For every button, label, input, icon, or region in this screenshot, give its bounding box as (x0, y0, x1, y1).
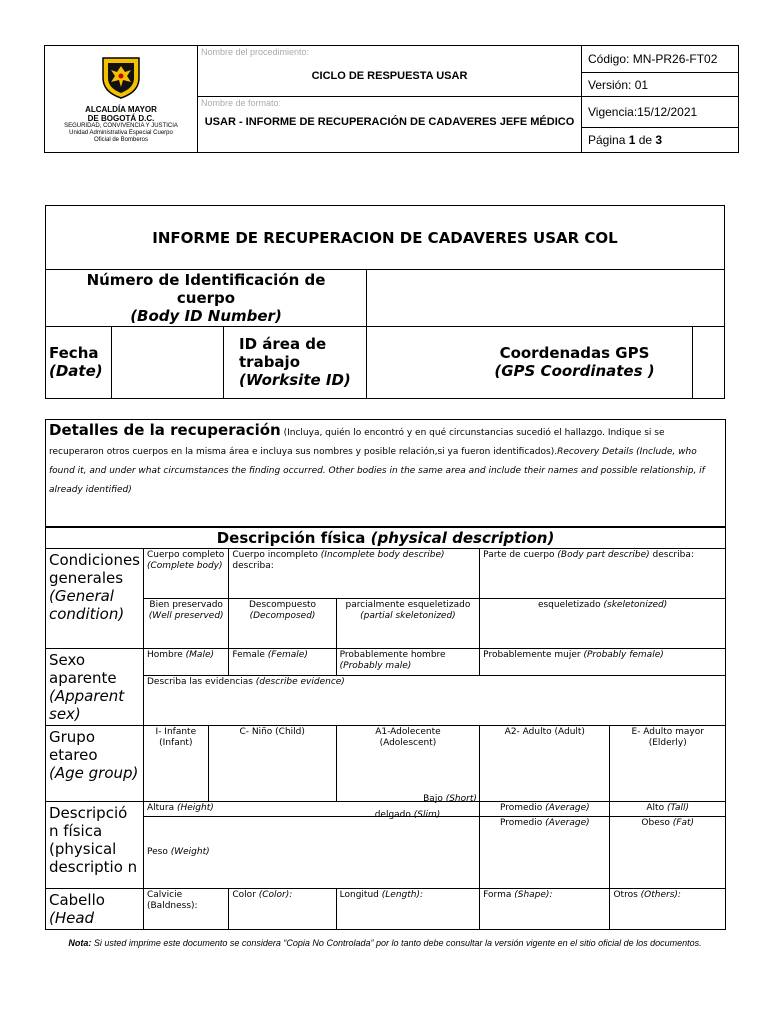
infant-en: (Infant) (159, 738, 193, 748)
slim-es: delgado (374, 810, 414, 820)
male-en: (Male) (185, 650, 214, 660)
sex-evidence-field[interactable] (144, 676, 726, 726)
part-es: Parte de cuerpo (483, 550, 558, 560)
complete-es: Cuerpo completo (147, 550, 225, 560)
avg2-es: Promedio (499, 818, 546, 828)
prob-female-en: (Probably female) (583, 650, 664, 660)
color-en: (Color): (258, 890, 293, 900)
general-label-en: (General condition) (49, 587, 125, 623)
general-condition-label (46, 549, 144, 649)
decomposed-es: Descompuesto (248, 600, 317, 610)
child-option[interactable] (208, 726, 336, 802)
gps-en: (GPS Coordinates ) (494, 362, 655, 381)
avg-es: Promedio (499, 803, 546, 813)
average-weight-option[interactable] (480, 817, 610, 889)
adolescent-option[interactable] (336, 726, 480, 802)
sex-label-en: (Apparent sex) (49, 687, 125, 723)
format-name: USAR - INFORME DE RECUPERACIÓN DE CADAVERES JEFE MÉDICO (204, 116, 575, 129)
logo-sub-3: Oficial de Bomberos (93, 137, 149, 143)
bald-text: Calvicie (Baldness): (147, 890, 198, 911)
probably-female-option[interactable] (480, 649, 726, 676)
worksite-label: ID área de trabajo (239, 335, 327, 372)
logo-block (45, 46, 198, 153)
weight-en: (Weight) (170, 847, 210, 857)
physical-description-table (45, 527, 726, 930)
female-en: (Female) (267, 650, 308, 660)
hair-shape-field[interactable] (480, 889, 610, 930)
hair-label (46, 889, 144, 930)
date-field[interactable] (112, 326, 224, 398)
prob-male-en: (Probably male) (339, 661, 412, 671)
desc-label-es: Descripció n física (physical descriptio n (49, 804, 138, 876)
evidence-en: (describe evidence) (255, 677, 345, 688)
adult-text: A2- Adulto (Adult) (504, 727, 585, 737)
incomplete-body-option[interactable] (229, 549, 480, 599)
slim-label[interactable] (335, 810, 480, 820)
recovery-details-heading: Detalles de la recuperación (49, 421, 281, 439)
validity-cell: Vigencia:15/12/2021 (582, 97, 739, 127)
complete-body-option[interactable] (144, 549, 229, 599)
probably-male-option[interactable] (336, 649, 480, 676)
version-cell: Versión: 01 (582, 73, 739, 97)
note-text: Si usted imprime este documento se considera “Copia No Controlada” por lo tanto debe consultar la versión vigente en el sitio oficial de los documentos. (91, 938, 702, 948)
skeleton-option[interactable] (480, 599, 726, 649)
tall-en: (Tall) (666, 803, 690, 813)
page-total: 3 (655, 132, 663, 147)
logo-title-2: DE BOGOTÁ D.C. (87, 114, 155, 123)
infant-option[interactable] (144, 726, 209, 802)
color-es: Color (232, 890, 259, 900)
evidence-es: Describa las evidencias (147, 677, 256, 688)
length-en: (Length): (381, 890, 424, 900)
age-label-en: (Age group) (49, 764, 139, 782)
physical-heading-es: Descripción física (216, 529, 371, 547)
incomplete-en: (Incomplete body describe) (320, 550, 445, 560)
procedure-cell (198, 46, 582, 97)
tall-es: Alto (646, 803, 667, 813)
physical-desc-label (46, 802, 144, 889)
page-mid: de (635, 132, 656, 147)
female-es: Female (232, 650, 268, 660)
report-id-table (45, 205, 725, 399)
report-title: INFORME DE RECUPERACION DE CADAVERES USAR COL (46, 206, 725, 270)
partial-en: (partial skeletonized) (360, 611, 456, 621)
partial-es: parcialmente esqueletizado (345, 600, 471, 610)
hair-length-field[interactable] (336, 889, 480, 930)
date-en: (Date) (49, 362, 103, 381)
format-label: Nombre de formato: (201, 98, 282, 109)
logo-sub-1: SEGURIDAD, CONVIVENCIA Y JUSTICIA (64, 123, 178, 129)
elderly-option[interactable] (610, 726, 726, 802)
others-es: Otros (613, 890, 641, 900)
procedure-name: CICLO DE RESPUESTA USAR (311, 70, 468, 82)
gps-field[interactable] (693, 326, 725, 398)
part-tail: describa: (649, 550, 694, 560)
short-es: Bajo (423, 794, 446, 804)
decomposed-option[interactable] (229, 599, 336, 649)
avg-en: (Average) (545, 803, 590, 813)
bogota-coat-of-arms-icon (99, 54, 143, 100)
worksite-en: (Worksite ID) (239, 371, 351, 390)
recovery-details-es: (Incluya, quién lo encontró y en qué circunstancias sucedió el hallazgo. Indique si se recuperaron otros cuerpos en la misma área e incluya sus nombres y posible relación,si ya fueron identificados). (49, 428, 665, 457)
body-id-label: Número de Identificación de cuerpo (86, 270, 326, 307)
apparent-sex-label (46, 649, 144, 726)
baldness-field[interactable] (144, 889, 229, 930)
format-cell (198, 97, 582, 153)
height-en: (Height) (176, 803, 214, 813)
code-cell: Código: MN-PR26-FT02 (582, 46, 739, 73)
short-en: (Short) (445, 794, 477, 804)
elderly-es: E- Adulto mayor (631, 727, 704, 737)
skeleton-es: esqueletizado (537, 600, 604, 610)
physical-heading-en: (physical description) (370, 529, 555, 547)
page-num: 1 (628, 132, 636, 147)
general-label-es: Condiciones generales (49, 551, 140, 587)
gps-label-cell (367, 326, 693, 398)
fat-en: (Fat) (672, 818, 695, 828)
elderly-en: (Elderly) (648, 738, 687, 748)
prob-female-es: Probablemente mujer (483, 650, 584, 660)
hair-color-field[interactable] (229, 889, 336, 930)
fat-option[interactable] (610, 817, 726, 889)
short-label[interactable] (380, 794, 520, 804)
infant-es: I- Infante (155, 727, 197, 737)
body-id-label-cell (46, 270, 367, 326)
others-en: (Others): (640, 890, 681, 900)
adult-option[interactable] (480, 726, 610, 802)
prob-male-es: Probablemente hombre (339, 650, 446, 660)
preserved-en: (Well preserved) (148, 611, 224, 621)
sex-label-es: Sexo aparente (49, 651, 117, 687)
weight-es: Peso (147, 847, 171, 857)
logo-sub-2: Unidad Administrativa Especial Cuerpo (69, 130, 173, 136)
female-option[interactable] (229, 649, 336, 676)
logo-title-1: ALCALDÍA MAYOR (85, 105, 157, 114)
adolescent-en: (Adolescent) (379, 738, 437, 748)
page-prefix: Página (588, 132, 629, 147)
recovery-details-box[interactable] (45, 419, 726, 527)
page-cell (582, 127, 739, 152)
hair-others-field[interactable] (610, 889, 726, 930)
complete-en: (Complete body) (147, 561, 223, 571)
shape-es: Forma (483, 890, 515, 900)
recovery-details-text (46, 420, 725, 496)
body-id-field[interactable] (367, 270, 725, 326)
age-label-es: Grupo etareo (49, 728, 98, 764)
worksite-label-cell (224, 326, 367, 398)
well-preserved-option[interactable] (144, 599, 229, 649)
hair-label-es: Cabello (49, 891, 105, 909)
male-es: Hombre (147, 650, 186, 660)
length-es: Longitud (339, 890, 382, 900)
incomplete-es: Cuerpo incompleto (232, 550, 321, 560)
body-part-option[interactable] (480, 549, 726, 599)
age-group-label (46, 726, 144, 802)
tall-option[interactable] (610, 802, 726, 817)
adolescent-es: A1-Adolecente (375, 727, 441, 737)
male-option[interactable] (144, 649, 229, 676)
fat-es: Obeso (641, 818, 673, 828)
weight-label-cell (144, 817, 480, 889)
body-id-en: (Body ID Number) (130, 306, 282, 325)
recovery-details-en: Recovery Details (Include, who found it, and under what circumstances the finding occurred. Other bodies in the same area and include their names and possible relationship, if already identified) (49, 447, 705, 495)
hair-label-en: (Head (49, 909, 95, 927)
slim-en: (Slim) (413, 810, 441, 820)
avg2-en: (Average) (545, 818, 590, 828)
height-es: Altura (147, 803, 177, 813)
shape-en: (Shape): (514, 890, 553, 900)
part-en: (Body part describe) (557, 550, 650, 560)
date-label-cell (46, 326, 112, 398)
note-label: Nota: (68, 938, 92, 948)
child-text: C- Niño (Child) (239, 727, 305, 737)
incomplete-tail: describa: (232, 561, 274, 571)
decomposed-en: (Decomposed) (249, 611, 316, 621)
procedure-label: Nombre del procedimiento: (201, 47, 310, 57)
skeleton-en: (skeletonized) (603, 600, 668, 610)
document-header (44, 45, 739, 153)
gps-label: Coordenadas GPS (499, 344, 650, 363)
partial-skeleton-option[interactable] (336, 599, 480, 649)
footer-note (40, 937, 730, 949)
preserved-es: Bien preservado (149, 600, 223, 610)
date-label: Fecha (49, 344, 99, 363)
physical-description-heading (46, 528, 726, 549)
